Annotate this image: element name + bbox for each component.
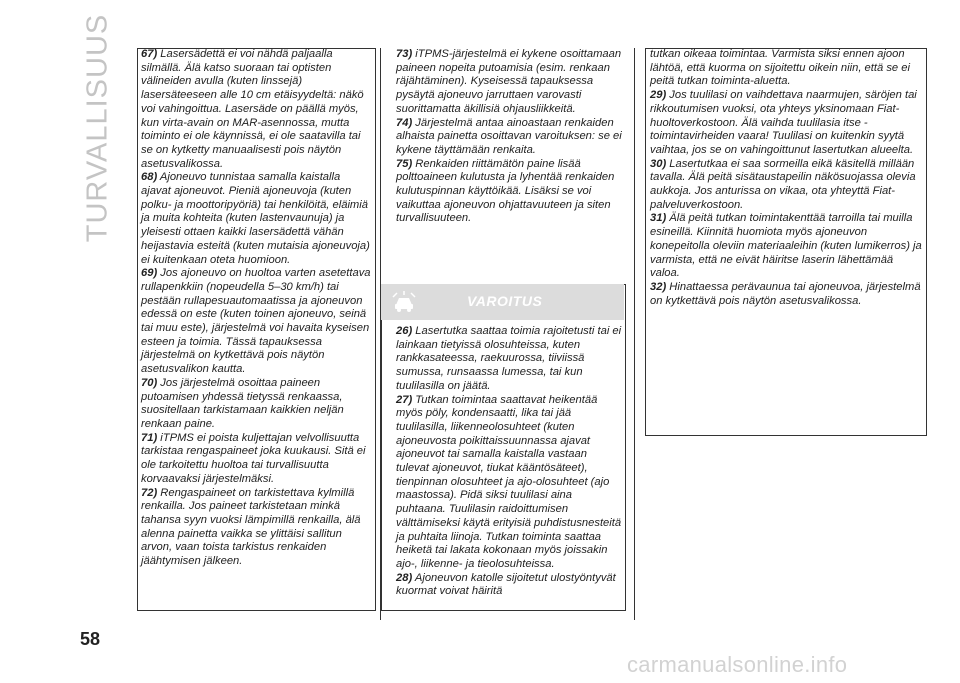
watermark: carmanualsonline.info [627,652,848,677]
note-number: 30) [650,157,667,170]
column-2-warning [396,325,622,599]
note-text: Ajoneuvo tunnistaa samalla kaistalla ajavat ajoneuvot. Pieniä ajoneuvoja (kuten polku- ja moottoripyöriä) tai henkilöitä, eläimiä ja muita kohteita (kuten lastenvaunuja) ja yleisesti ottaen kaikki lasersädettä vähän heijastavia esteitä (kuten mutaisia ajoneuvoja) ei kuitenkaan oteta huomioon. [141,171,370,266]
note-text: Renkaiden riittämätön paine lisää polttoaineen kulutusta ja lyhentää renkaiden kulutuspinnan käyttöikää. Lisäksi se voi vaikuttaa ajoneuvon ohjattavuuteen ja siten turvallisuuteen. [396,157,615,225]
note-text: Hinattaessa perävaunua tai ajoneuvoa, järjestelmä on kytkettävä pois näytön asetusvalikossa. [650,280,921,307]
note-paragraph [650,89,922,158]
note-text: Jos tuulilasi on vaihdettava naarmujen, säröjen tai rikkoutumisen vuoksi, ota yhteys yksinomaan Fiat-huoltoverkostoon. Älä vaihda tuulilasia itse - toimintavirheiden vaara! Tuulilasi on kuitenkin syytä vaihtaa, jos se on vahingoittunut lasertutkan alueelta. [650,89,917,156]
note-number: 73) [396,48,413,60]
note-paragraph [650,158,922,213]
note-paragraph [141,432,371,487]
column-2-top [396,48,622,226]
note-paragraph [396,48,622,117]
note-text: tutkan oikeaa toimintaa. Varmista siksi ennen ajoon lähtöä, että kuorma on sijoitettu oikein niin, että se ei peitä tutkan toiminta-aluetta. [650,48,910,88]
note-number: 26) [396,325,413,337]
warning-label: VAROITUS [467,293,543,309]
warning-car-icon [391,289,417,315]
note-text: Tutkan toimintaa saattavat heikentää myös pöly, kondensaatti, lika tai jää tuulilasilla, liikenneolosuhteet (kuten ajoneuvosta poikittaissuunnassa ajavat ajoneuvot tai samalla kaistalla vastaan tulevat ajoneuvot, tiukat kääntösäteet), tienpinnan olosuhteet ja ajo-olosuhteet (ajo maastossa). Pidä siksi tuulilasi aina puhtaana. Tuulilasin raidoittumisen välttämiseksi käytä erityisiä puhdistusnesteitä ja puhtaita liinoja. Tutkan toiminta saattaa heiketä tai lakata kokonaan myös joissakin ajo-, liikenne- ja tieolosuhteissa. [396,393,622,570]
note-paragraph [141,267,371,377]
note-text: Jos ajoneuvo on huoltoa varten asetettava rullapenkkiin (nopeudella 5–30 km/h) tai pestään rullapesuautomaatissa ja ajoneuvon edessä on este (kuten toinen ajoneuvo, seinä tai muu este), järjestelmä voi havaita kyseisen esteen ja toimia. Tässä tapauksessa järjestelmä on kytkettävä pois näytön asetusvalikon kautta. [141,267,371,376]
note-number: 75) [396,157,413,170]
note-number: 31) [650,212,667,225]
column-3 [650,48,922,308]
note-text: Ajoneuvon katolle sijoitetut ulostyöntyvät kuormat voivat häiritä [396,571,616,598]
note-paragraph [141,377,371,432]
note-paragraph [141,171,371,267]
note-number: 28) [396,571,413,584]
note-number: 68) [141,171,158,184]
note-text: iTPMS ei poista kuljettajan velvollisuutta tarkistaa rengaspaineet joka kuukausi. Sitä ei ole tarkoitettu huoltoa tai turvallisuutta korvaavaksi järjestelmäksi. [141,431,366,485]
note-number: 74) [396,116,413,129]
page-number: 58 [80,629,101,649]
chapter-side-title [81,13,114,243]
note-paragraph [141,48,371,171]
note-text: iTPMS-järjestelmä ei kykene osoittamaan paineen nopeita putoamisia (esim. renkaan räjähtäminen). Kyseisessä tapauksessa pysäytä ajoneuvo jarruttaen varovasti suorittamatta äkillisiä ohjausliikkeitä. [396,48,622,115]
note-paragraph [141,487,371,569]
note-number: 32) [650,280,667,293]
note-number: 69) [141,267,158,280]
note-paragraph [396,158,622,227]
column-1 [141,48,371,569]
note-text: Rengaspaineet on tarkistettava kylmillä renkailla. Jos paineet tarkistetaan minkä tahansa syyn vuoksi lämpimillä renkailla, älä alenna painetta vaikka se ylittäisi sallitun arvon, vaan toista tarkistus renkaiden jäähtymisen jälkeen. [141,486,361,568]
note-number: 71) [141,431,158,444]
note-number: 70) [141,376,158,389]
note-text: Jos järjestelmä osoittaa paineen putoamisen yhdessä tietyssä renkaassa, suositellaan tarkistamaan kaikkien neljän renkaan paine. [141,376,344,430]
note-text: Älä peitä tutkan toimintakenttää tarroilla tai muilla esineillä. Kiinnitä huomiota myös ajoneuvon konepeitolla oleviin materiaaleihin (kuten lumikerros) ja varmista, että ne eivät häiritse laserin lähettämää valoa. [650,212,922,280]
note-paragraph [396,117,622,158]
note-number: 27) [396,393,413,406]
note-paragraph [650,48,922,89]
note-paragraph [396,325,622,394]
column-separator-2 [634,48,635,620]
note-text: Järjestelmä antaa ainoastaan renkaiden alhaista painetta osoittavan varoituksen: se ei kykene täyttämään renkaita. [396,116,622,156]
chapter-side-title-text: TURVALLISUUS [81,13,114,243]
note-number: 72) [141,486,158,499]
note-number: 29) [650,89,667,102]
note-paragraph [396,572,622,599]
note-text: Lasertutka saattaa toimia rajoitetusti tai ei lainkaan tietyissä olosuhteissa, kuten rankkasateessa, raekuurossa, tiiviissä sumussa, runsaassa lumessa, tai kun tuulilasilla on jäätä. [396,325,622,392]
warning-header [381,284,624,320]
note-paragraph [650,212,922,281]
note-number: 67) [141,48,158,60]
note-text: Lasersädettä ei voi nähdä paljaalla silmällä. Älä katso suoraan tai optisten välineiden avulla (kuten linssejä) lasersäteeseen alle 10 cm etäisyydeltä: näkö voi vahingoittua. Lasersäde on päällä myös, kun virta-avain on MAR-asennossa, mutta toiminto ei ole käynnissä, ei ole saatavilla tai se on kytketty manuaalisesti pois näytön asetusvalikossa. [141,48,364,170]
note-paragraph [650,281,922,308]
note-paragraph [396,394,622,572]
note-text: Lasertutkaa ei saa sormeilla eikä käsitellä millään tavalla. Älä peitä sisätaustapeilin näkösuojassa olevia aukkoja. Jos anturissa on vikaa, ota yhteyttä Fiat-palveluverkostoon. [650,157,916,211]
